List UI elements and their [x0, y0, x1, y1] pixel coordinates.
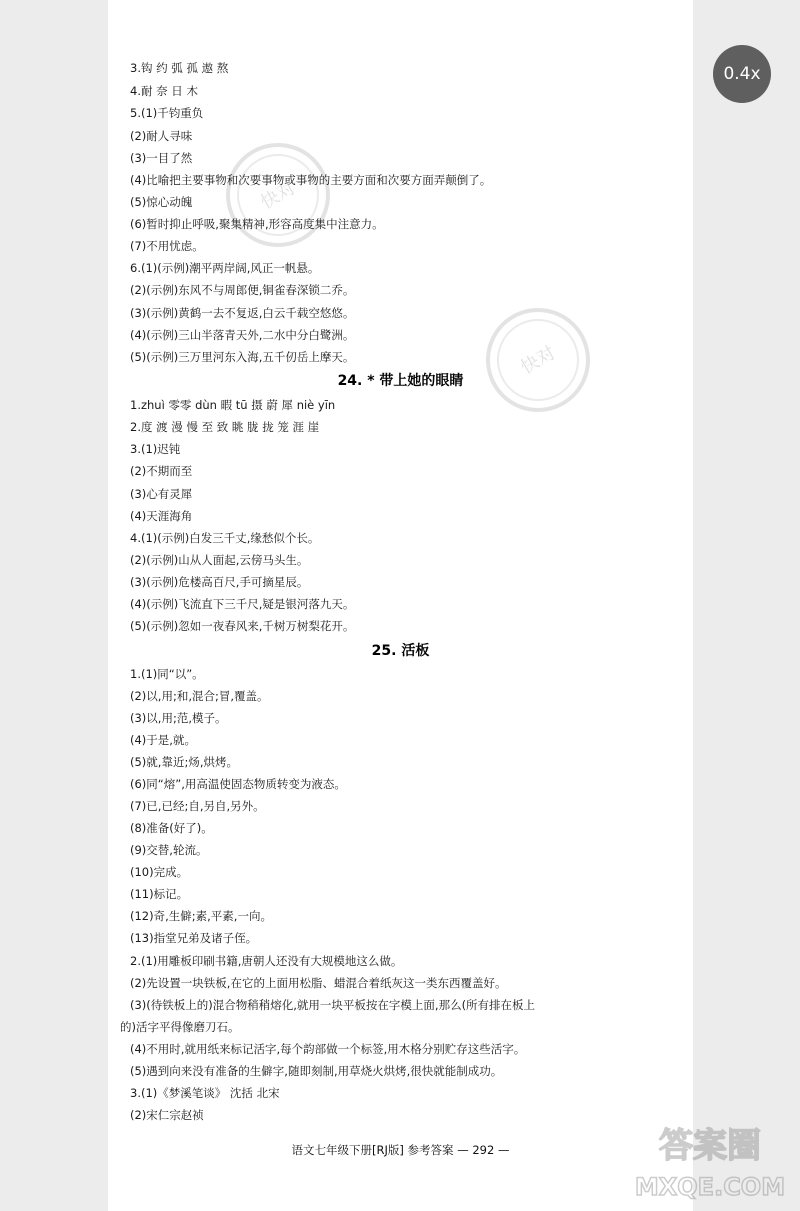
answer-line: (2)先设置一块铁板,在它的上面用松脂、蜡混合着纸灰这一类东西覆盖好。 — [130, 976, 507, 990]
watermark-text: 快对 — [257, 177, 300, 214]
section-title: 25. 活板 — [371, 643, 430, 659]
answer-line: (3)(示例)黄鹤一去不复返,白云千载空悠悠。 — [130, 306, 355, 320]
answer-line: (2)不期而至 — [130, 464, 193, 478]
answer-line: 2.(1)用雕板印刷书籍,唐朝人还没有大规模地这么做。 — [130, 954, 403, 968]
answer-line: (12)奇,生僻;素,平素,一向。 — [130, 909, 272, 923]
answer-line: 的)活字平得像磨刀石。 — [120, 1020, 240, 1034]
answer-line: (4)(示例)三山半落青天外,二水中分白鹭洲。 — [130, 328, 355, 342]
answer-line: 3.(1)《梦溪笔谈》 沈括 北宋 — [130, 1086, 280, 1100]
answer-line: (2)宋仁宗赵祯 — [130, 1108, 204, 1122]
zoom-level-badge[interactable]: 0.4x — [713, 45, 771, 103]
answer-line: (5)惊心动魄 — [130, 195, 193, 209]
answer-line: (2)(示例)东风不与周郎便,铜雀春深锁二乔。 — [130, 283, 355, 297]
section-title: 24. * 带上她的眼睛 — [337, 373, 464, 389]
answer-line: (4)比喻把主要事物和次要事物或事物的主要方面和次要方面弄颠倒了。 — [130, 173, 492, 187]
answer-line: 3.钩 约 弧 孤 遨 熬 — [130, 61, 229, 75]
answer-line: (10)完成。 — [130, 865, 189, 879]
answer-line: (6)同“熔”,用高温使固态物质转变为液态。 — [130, 777, 346, 791]
answer-line: 1.zhuì 零零 dùn 暇 tū 摄 蔚 犀 niè yīn — [130, 398, 336, 412]
answer-line: (3)(示例)危楼高百尺,手可摘星辰。 — [130, 575, 309, 589]
watermark-brand-text: MXQE.COM — [634, 1173, 786, 1201]
answer-line: (9)交替,轮流。 — [130, 843, 208, 857]
watermark-stamp-text: 答案圈 — [659, 1126, 761, 1166]
answer-line: (5)就,靠近;炀,烘烤。 — [130, 755, 238, 769]
answer-line: (4)天涯海角 — [130, 509, 193, 523]
answer-line: (3)(待铁板上的)混合物稍稍熔化,就用一块平板按在字模上面,那么(所有排在板上 — [130, 998, 536, 1012]
answer-line: 5.(1)千钧重负 — [130, 106, 204, 120]
watermark-text-2: 快对 — [517, 342, 560, 379]
answer-line: (4)不用时,就用纸来标记活字,每个韵部做一个标签,用木格分别贮存这些活字。 — [130, 1042, 526, 1056]
site-watermark-logo — [615, 1115, 795, 1205]
watermark-logo — [208, 125, 348, 265]
answer-line: (4)(示例)飞流直下三千尺,疑是银河落九天。 — [130, 597, 355, 611]
answer-line: (5)(示例)忽如一夜春风来,千树万树梨花开。 — [130, 619, 355, 633]
answer-line: (2)(示例)山从人面起,云傍马头生。 — [130, 553, 309, 567]
page-footer: 语文七年级下册[RJ版] 参考答案 — 292 — — [291, 1143, 510, 1157]
answer-line: (7)已,已经;自,另自,另外。 — [130, 799, 265, 813]
answer-line: (13)指堂兄弟及诸子侄。 — [130, 931, 258, 945]
answer-line: 3.(1)迟钝 — [130, 442, 181, 456]
answer-line: 4.耐 奈 日 木 — [130, 84, 198, 98]
answer-line: (3)心有灵犀 — [130, 487, 193, 501]
answer-line: 6.(1)(示例)潮平两岸阔,风正一帆悬。 — [130, 261, 320, 275]
answer-line: (5)(示例)三万里河东入海,五千仞岳上摩天。 — [130, 350, 355, 364]
answer-line: (3)一目了然 — [130, 151, 193, 165]
answer-line: 1.(1)同“以”。 — [130, 667, 204, 681]
answer-line: (11)标记。 — [130, 887, 189, 901]
answer-line: 4.(1)(示例)白发三千丈,缘愁似个长。 — [130, 531, 320, 545]
answer-line: (3)以,用;范,模子。 — [130, 711, 227, 725]
answer-line: (7)不用忧虑。 — [130, 239, 204, 253]
answer-line: (6)暂时抑止呼吸,聚集精神,形容高度集中注意力。 — [130, 217, 384, 231]
answer-line: (2)以,用;和,混合;冒,覆盖。 — [130, 689, 269, 703]
answer-line: (8)准备(好了)。 — [130, 821, 213, 835]
answer-line: (4)于是,就。 — [130, 733, 196, 747]
document-page — [108, 0, 693, 1211]
watermark-logo-2 — [468, 290, 608, 430]
answer-line: 2.度 渡 漫 慢 至 致 眺 胧 拢 笼 涯 崖 — [130, 420, 320, 434]
answer-line: (5)遇到向来没有准备的生僻字,随即刻制,用草烧火烘烤,很快就能制成功。 — [130, 1064, 503, 1078]
answer-line: (2)耐人寻味 — [130, 129, 193, 143]
